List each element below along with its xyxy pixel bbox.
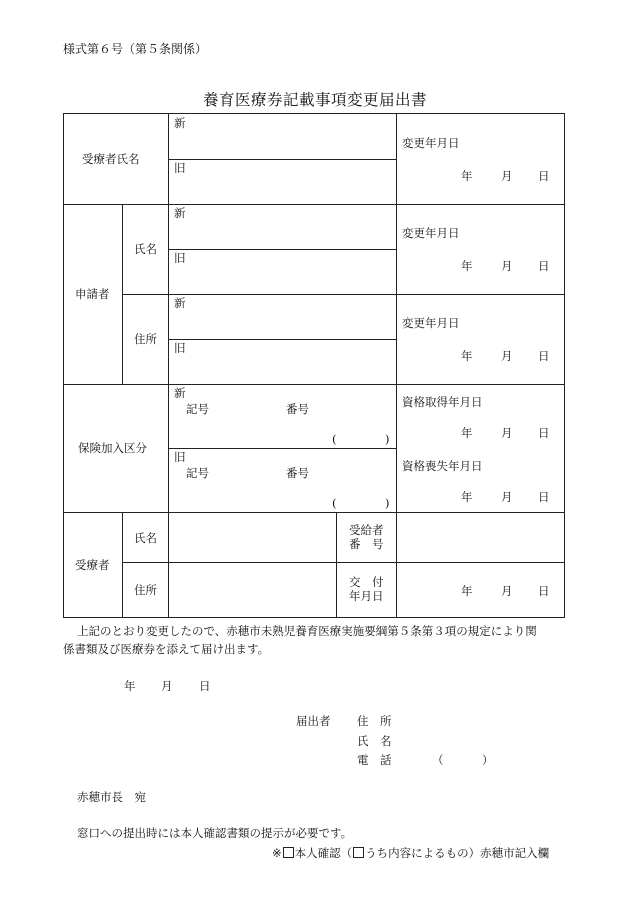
issue-date-label: 交 付 年月日 [349,575,384,603]
recipient-name-new-field[interactable] [189,118,389,154]
identity-verified-checkbox[interactable] [283,847,294,858]
insurance-new-symbol-label: 記号 [186,402,209,416]
recipient-name-old-label: 旧 [174,161,186,175]
statement-line-2: 係書類及び医療券を添えて届け出ます。 [63,642,270,656]
insurance-old-number-label: 番号 [286,466,309,480]
recipient-name-new-label: 新 [174,116,186,130]
insurance-new-paren-open: ( [332,432,337,446]
applicant-address-new-field[interactable] [189,298,389,334]
insurance-old-label: 旧 [174,450,186,464]
id-document-note: 窓口への提出時には本人確認書類の提示が必要です。 [77,826,353,840]
applicant-address-new-label: 新 [174,296,186,310]
recipient-address-field[interactable] [174,568,329,612]
submitter-name-field[interactable] [405,731,555,747]
beneficiary-number-label: 受給者 番 号 [349,523,384,551]
insurance-new-paren-close: ) [385,432,390,446]
submitter-phone-field[interactable] [405,750,555,766]
insurance-new-field[interactable] [189,416,389,444]
addressee: 赤穂市長 宛 [77,790,146,804]
recipient-label: 受療者 [75,558,110,572]
applicant-address-label: 住所 [134,332,157,346]
content-verified-checkbox[interactable] [353,847,364,858]
qualification-lost-label: 資格喪失年月日 [402,459,483,473]
change-notification-form: 受療者氏名 新 旧 変更年月日 年 月 日 申請者 氏名 新 旧 変更年月日 年 月 日 住所 新 旧 変更年月日 年 月 日 保険加入区分 新 記号 番号 ( ) 旧 記号 番号 ( ) 資格取得年月日 年 月 日 資格喪失年月日 年 月 日 受療者 氏名 受給者 番 号 住所 交 付 年月日 年 月 日 [63,113,565,618]
applicant-address-old-field[interactable] [189,343,389,379]
insurance-old-field[interactable] [189,480,389,508]
insurance-new-number-label: 番号 [286,402,309,416]
statement-line-1: 上記のとおり変更したので、赤穂市未熟児養育医療実施要綱第５条第３項の規定により関 [77,624,537,638]
applicant-name-new-field[interactable] [189,208,389,244]
beneficiary-number-field[interactable] [402,518,557,558]
submitter-phone-paren-open: （ [432,753,444,767]
recipient-name-row-label: 氏名 [134,531,157,545]
insurance-old-paren-close: ) [385,496,390,510]
qualification-acquired-label: 資格取得年月日 [402,395,483,409]
office-use-note: ※ 本人確認（ うち内容によるもの）赤穂市記入欄 [272,846,550,860]
insurance-category-label: 保険加入区分 [78,441,147,455]
applicant-name-old-field[interactable] [189,253,389,289]
applicant-name-new-label: 新 [174,206,186,220]
applicant-address-old-label: 旧 [174,341,186,355]
change-date-label-2: 変更年月日 [402,226,460,240]
change-date-label-3: 変更年月日 [402,316,460,330]
submitter-label: 届出者 [296,714,331,728]
applicant-name-label: 氏名 [134,242,157,256]
insurance-old-paren-open: ( [332,496,337,510]
submitter-address-label: 住 所 [357,714,392,728]
form-number: 様式第６号（第５条関係） [63,42,208,56]
submitter-phone-paren-close: ） [482,753,494,767]
submitter-name-label: 氏 名 [357,734,392,748]
recipient-name-field[interactable] [174,518,329,558]
form-title: 養育医療券記載事項変更届出書 [202,91,427,109]
submitter-address-field[interactable] [405,711,555,727]
submission-date[interactable]: 年 月 日 [124,679,211,693]
recipient-address-row-label: 住所 [134,583,157,597]
insurance-new-label: 新 [174,386,186,400]
recipient-name-label: 受療者氏名 [82,152,140,166]
insurance-old-symbol-label: 記号 [186,466,209,480]
applicant-label: 申請者 [75,287,110,301]
recipient-name-old-field[interactable] [189,163,389,199]
change-date-label-1: 変更年月日 [402,136,460,150]
applicant-name-old-label: 旧 [174,251,186,265]
submitter-phone-label: 電 話 [357,753,392,767]
